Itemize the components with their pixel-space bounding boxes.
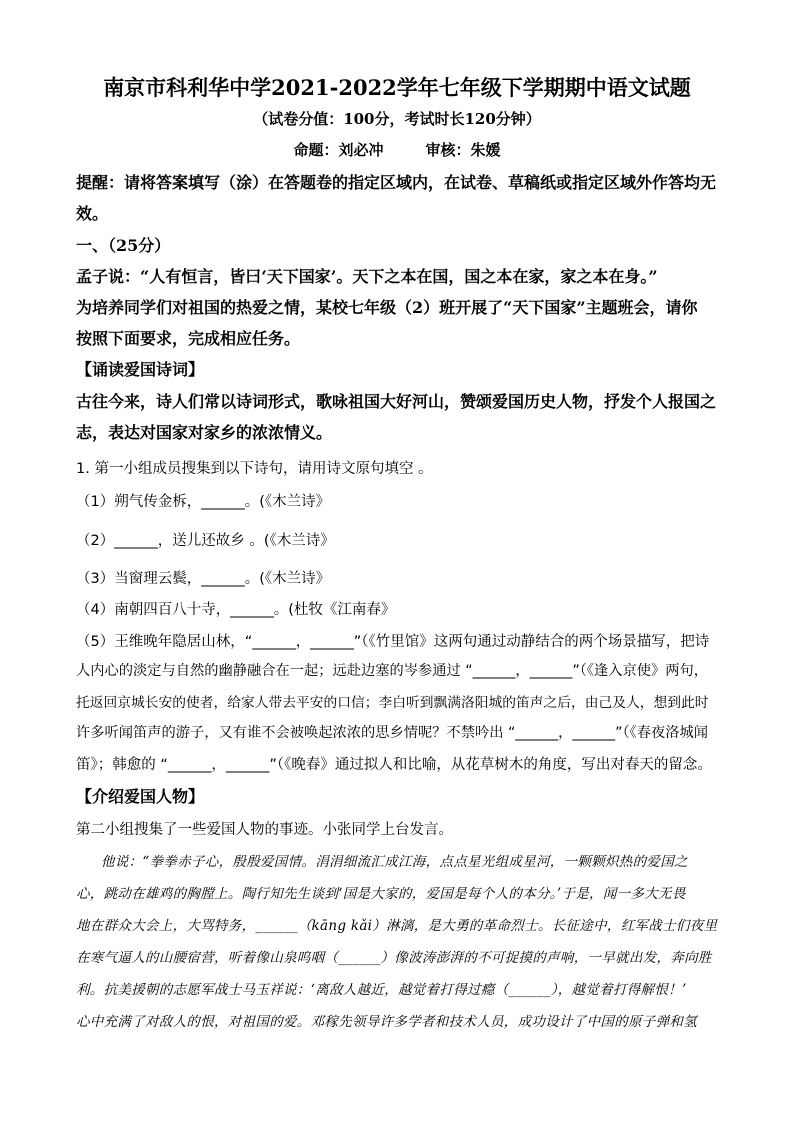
poems-desc-line-1: 古往今来，诗人们常以诗词形式，歌咏祖国大好河山，赞颂爱国历史人物，抒发个人报国之 [76,392,717,411]
speech-line: 心中充满了对敌人的恨，对祖国的爱。邓稼先领导许多学者和技术人员，成功设计了中国的原子弹和氢 [76,1014,697,1030]
section-one-heading: 一、（25分） [76,236,171,255]
author-line [0,139,794,160]
setter-label: 命题：刘必冲 [293,141,384,159]
question-item-continued: 许多听闻笛声的游子，又有谁不会被唤起浓浓的思乡情呢？不禁吟出 “______，______”（《春夜洛城闻 [76,725,709,741]
figures-heading: 【介绍爱国人物】 [76,787,205,806]
poems-heading: 【诵读爱国诗词】 [76,360,205,379]
speech-line: 在寒气逼人的山腰宿营，听着像山泉呜咽（______）像波涛澎湃的不可捉摸的声响，一早就出发，奔向胜 [76,950,712,966]
reviewer-label: 审核：朱媛 [425,141,501,159]
question-item-continued: 人内心的淡定与自然的幽静融合在一起；远赴边塞的岑参通过 “______，______”（《逢入京使》两句， [76,663,709,679]
page-title: 南京市科利华中学2021-2022学年七年级下学期期中语文试题 [103,75,691,100]
intro-line-1: 为培养同学们对祖国的热爱之情，某校七年级（2）班开展了“天下国家”主题班会，请你 [76,298,698,317]
question-item-continued: 笛》；韩愈的 “______，______”（《晚春》通过拟人和比喻，从花草树木的角度，写出对春天的留念。 [76,757,712,773]
speech-line: 利。抗美援朝的志愿军战士马玉祥说：‘离敌人越近，越觉着打得过瘾（______），越觉着打得解恨！’ [76,982,687,998]
question-item: （3）当窗理云鬓，______。(《木兰诗》 [76,571,331,587]
figures-desc: 第二小组搜集了一些爱国人物的事迹。小张同学上台发言。 [76,822,453,838]
question-1: 1. 第一小组成员搜集到以下诗句，请用诗文原句填空 。 [76,461,433,477]
question-item: （4）南朝四百八十寺，______。(杜牧《江南春》 [76,602,396,618]
exam-info: （试卷分值：100分，考试时长120分钟） [253,110,541,128]
intro-line-2: 按照下面要求，完成相应任务。 [76,329,301,348]
reminder-line-2: 效。 [76,204,109,223]
poems-desc-line-2: 志，表达对国家对家乡的浓浓情义。 [76,423,333,442]
question-item-continued: 托返回京城长安的使者，给家人带去平安的口信；李白听到飘满洛阳城的笛声之后，由己及人，想到此时 [76,695,709,711]
question-item: （1）朔气传金柝，______。(《木兰诗》 [76,494,331,510]
speech-line: 他说：“拳拳赤子心，殷殷爱国情。涓涓细流汇成江海，点点星光组成星河，一颗颗炽热的爱国之 [101,854,688,870]
speech-line: 地在群众大会上，大骂特务，______（kāng kǎi）淋漓，是大勇的革命烈士。长征途中，红军战士们夜里 [76,918,718,934]
question-item: （5）王维晚年隐居山林，“______，______”（《竹里馆》这两句通过动静结合的两个场景描写，把诗 [76,634,710,650]
speech-line: 心，跳动在雄鸡的胸膛上。陶行知先生谈到‘国是大家的，爱国是每个人的本分。’于是，闻一多大无畏 [76,886,686,902]
mencius-quote: 孟子说：“人有恒言，皆曰‘天下国家’。天下之本在国，国之本在家，家之本在身。” [76,267,658,286]
question-item: （2）______，送儿还故乡 。(《木兰诗》 [76,533,335,549]
reminder-line-1: 提醒：请将答案填写（涂）在答题卷的指定区域内，在试卷、草稿纸或指定区域外作答均无 [76,173,717,192]
